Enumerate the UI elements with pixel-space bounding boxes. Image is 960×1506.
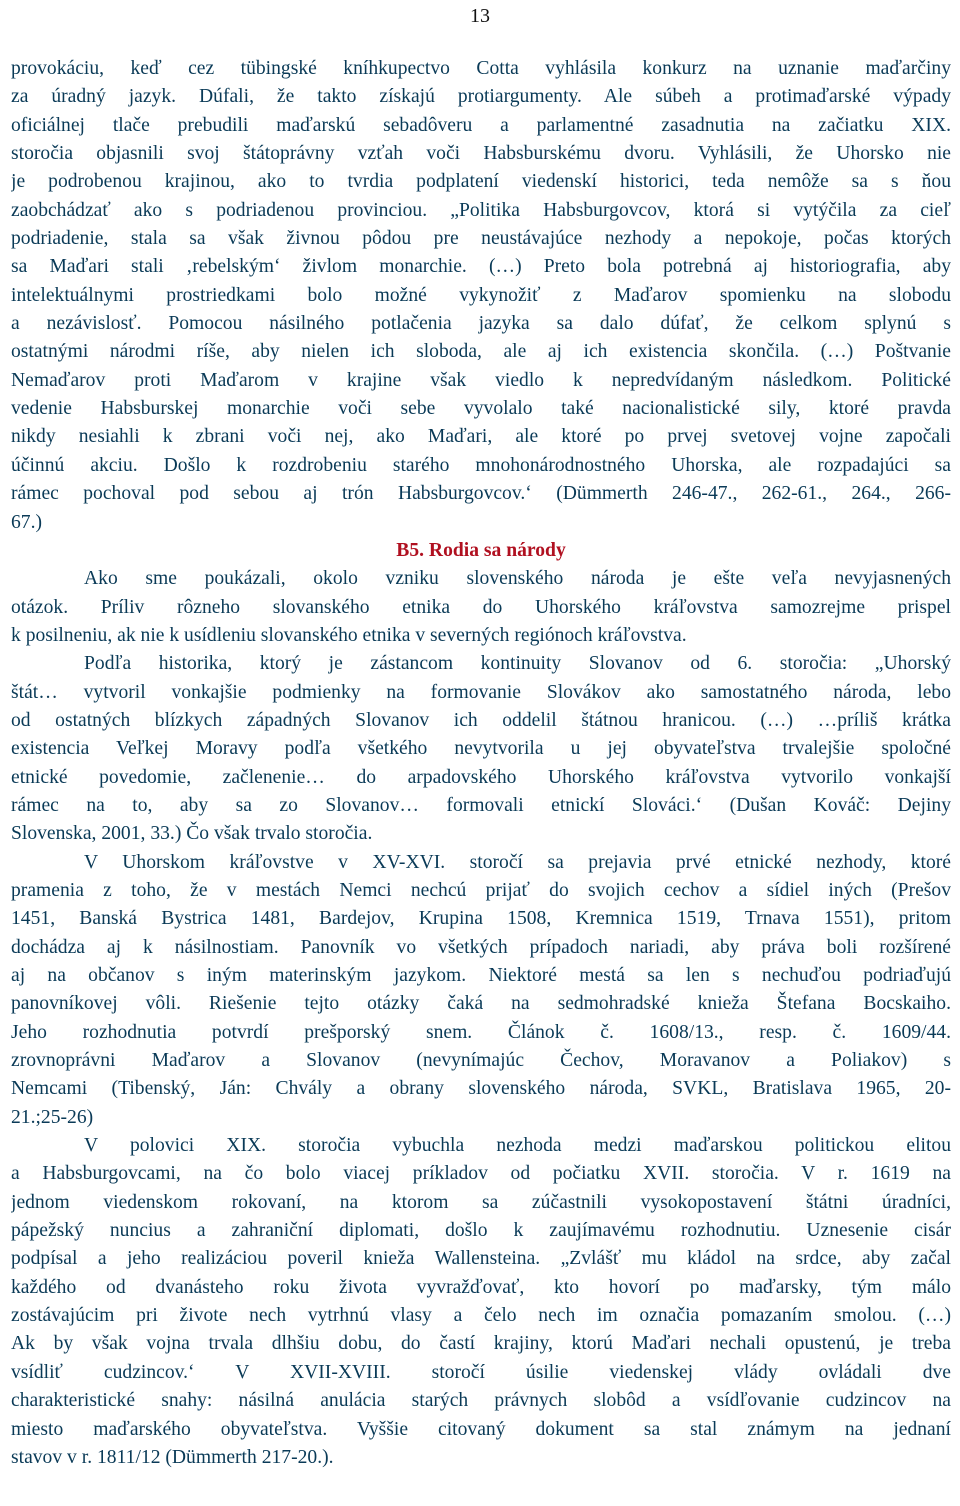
text-line: 1451, Banská Bystrica 1481, Bardejov, Krupina 1508, Kremnica 1519, Trnava 1551), pritom bbox=[11, 908, 951, 930]
text-line: účinnú akciu. Došlo k rozdrobeniu starého mnohonárodnostného Uhorska, ale rozpadajúci sa bbox=[11, 454, 951, 476]
text-line: rámec na to, aby sa zo Slovanov… formovali etnickí Slováci.‘ (Dušan Kováč: Dejiny bbox=[11, 794, 951, 816]
text-line: miesto maďarského obyvateľstva. Vyššie citovaný dokument sa stal známym na jednaní bbox=[11, 1418, 951, 1440]
text-line: podpísal a jeho realizáciou poveril knieža Wallensteina. „Zvlášť mu kládol na srdce, aby začal bbox=[11, 1248, 951, 1270]
text-line: Podľa historika, ktorý je zástancom kontinuity Slovanov od 6. storočia: „Uhorský bbox=[84, 653, 951, 675]
text-line: podriadenie, stala sa však živnou pôdou pre neustávajúce nezhody a nepokoje, počas ktorých bbox=[11, 228, 951, 250]
text-line: aj na občanov s iným materinským jazykom. Niektoré mestá sa len s nechuďou podriaďujú bbox=[11, 965, 951, 986]
text-line: štát… vytvoril vonkajšie podmienky na formovanie Slovákov ako samostatného národa, lebo bbox=[11, 681, 951, 703]
text-line: existencia Veľkej Moravy podľa všetkého nevytvorila u jej obyvateľstva trvalejšie spoločné bbox=[11, 738, 951, 760]
text-line: V Uhorskom kráľovstve v XV-XVI. storočí sa prejavia prvé etnické nezhody, ktoré bbox=[84, 851, 951, 873]
text-line: k posilneniu, ak nie k usídleniu slovanského etnika v severných regiónoch kráľovstva. bbox=[11, 624, 687, 646]
text-line: je podrobenou krajinou, ako to tvrdia podplatení viedenskí historici, teda nemôže sa s ňou bbox=[11, 171, 951, 193]
text-line: zaobchádzať ako s podriadenou provinciou. „Politika Habsburgovcov, ktorá si vytýčila za cieľ bbox=[11, 199, 951, 221]
body-text bbox=[11, 55, 951, 1472]
text-line: panovníkovej vôli. Riešenie tejto otázky čaká na sedmohradské knieža Štefana Bocskaiho. bbox=[11, 993, 951, 1015]
text-line: stavov v r. 1811/12 (Dümmerth 217-20.). bbox=[11, 1446, 334, 1468]
text-line: Nemcami (Tibenský, Ján: Chvály a obrany slovenského národa, SVKL, Bratislava 1965, 20- bbox=[11, 1078, 951, 1100]
text-line: Ako sme poukázali, okolo vzniku slovenského národa je ešte veľa nevyjasnených bbox=[84, 568, 951, 590]
text-line: vsídliť cudzincov.‘ V XVII-XVIII. storočí úsilie viedenskej vlády ovládali dve bbox=[11, 1361, 951, 1383]
text-line: jednom viedenskom rokovaní, na ktorom sa zúčastnili vysokopostavení štátni úradníci, bbox=[11, 1191, 951, 1213]
text-line: charakteristické snahy: násilná anulácia starých právnych slobôd a vsídľovanie cudzincov na bbox=[11, 1390, 951, 1412]
text-line: a Habsburgovcami, na čo bolo viacej príkladov od počiatku XVII. storočia. V r. 1619 na bbox=[11, 1163, 951, 1185]
text-line: V polovici XIX. storočia vybuchla nezhoda medzi maďarskou politickou elitou bbox=[84, 1135, 951, 1157]
text-line: za úradný jazyk. Dúfali, že takto získajú protiargumenty. Ale súbeh a protimaďarské výpady bbox=[11, 86, 951, 108]
text-line: vedenie Habsburskej monarchie voči sebe vyvolalo také nacionalistické sily, ktoré pravda bbox=[11, 398, 951, 420]
text-line: Ak by však vojna trvala dlhšiu dobu, do častí krajiny, ktorú Maďari nechali opustenú, je treba bbox=[11, 1333, 951, 1355]
text-line: Slovenska, 2001, 33.) Čo však trvalo storočia. bbox=[11, 823, 373, 845]
page-number: 13 bbox=[470, 5, 490, 27]
text-line: pramenia z toho, že v mestách Nemci nechcú prijať do svojich cechov a sídiel iných (Prešov bbox=[11, 879, 951, 901]
text-line: zrovnoprávni Maďarov a Slovanov (nevynímajúc Čechov, Moravanov a Poliakov) s bbox=[11, 1050, 951, 1072]
text-line: každého od dvanásteho roku života vyvražďovať, kto hovorí po maďarsky, tým málo bbox=[11, 1276, 951, 1298]
text-line: nikdy nesiahli k zbrani voči nej, ako Maďari, ale ktoré po prvej svetovej vojne započali bbox=[11, 426, 951, 448]
text-line: od ostatných blízkych západných Slovanov ich oddelil štátnou hranicou. (…) …príliš krátka bbox=[11, 709, 951, 731]
text-line: sa Maďari stali ‚rebelským‘ živlom monarchie. (…) Preto bola potrebná aj historiografia, aby bbox=[11, 256, 951, 278]
text-line: 67.) bbox=[11, 511, 43, 533]
text-line: storočia objasnili svoj štátoprávny vzťah voči Habsburskému dvoru. Vyhlásili, že Uhorsko nie bbox=[11, 143, 951, 165]
text-line: otázok. Príliv rôzneho slovanského etnika do Uhorského kráľovstva samozrejme prispel bbox=[11, 596, 951, 618]
text-line: Jeho rozhodnutia potvrdí prešporský snem. Článok č. 1608/13., resp. č. 1609/44. bbox=[11, 1021, 951, 1043]
text-line: provokáciu, keď cez tübingské kníhkupectvo Cotta vyhlásila konkurz na uznanie maďarčiny bbox=[11, 58, 951, 79]
text-line: zostávajúcim pri živote nech vytrhnú vlasy a čelo nech im označia pomazaním smolou. (…) bbox=[11, 1305, 951, 1327]
text-line: 21.;25-26) bbox=[11, 1106, 94, 1128]
text-line: oficiálnej tlače prebudili maďarskú sebadôveru a parlamentné zasadnutia na začiatku XIX. bbox=[11, 114, 951, 136]
text-line: pápežský nuncius a zahraniční diplomati, došlo k zaujímavému rozhodnutiu. Uznesenie cisár bbox=[11, 1220, 951, 1242]
text-line: intelektuálnymi prostriedkami bolo možné vykynožiť z Maďarov spomienku na slobodu bbox=[11, 284, 951, 306]
text-line: dochádza aj k násilnostiam. Panovník vo všetkých prípadoch nariadi, aby práva boli rozšírené bbox=[11, 936, 951, 958]
text-line: Nemaďarov proti Maďarom v krajine však viedlo k nepredvídaným následkom. Politické bbox=[11, 369, 951, 391]
text-line: a nezávislosť. Pomocou násilného potlačenia jazyka sa dalo dúfať, že celkom splynú s bbox=[11, 313, 951, 335]
section-heading: B5. Rodia sa národy bbox=[396, 539, 566, 561]
text-line: rámec pochoval pod sebou aj trón Habsburgovcov.‘ (Dümmerth 246-47., 262-61., 264., 266- bbox=[11, 483, 951, 505]
text-line: etnické povedomie, začlenenie… do arpadovského Uhorského kráľovstva vytvorilo vonkajší bbox=[11, 766, 951, 788]
text-line: ostatnými národmi ríše, aby nielen ich sloboda, ale aj ich existencia skončila. (…) Poštvanie bbox=[11, 341, 951, 363]
